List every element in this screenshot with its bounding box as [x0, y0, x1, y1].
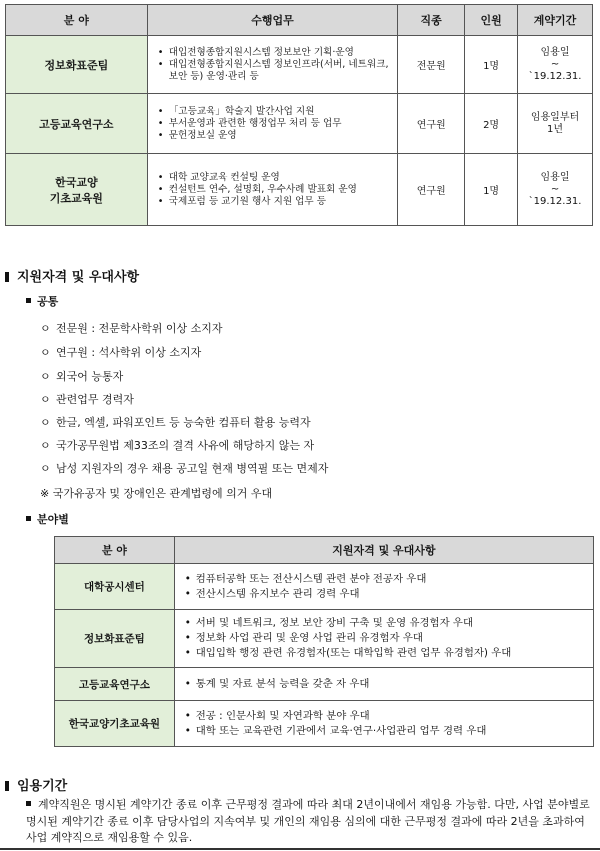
- field-cell: 한국교양기초교육원: [55, 701, 175, 747]
- list-item: • 대입입학 행정 관련 유경험자(또는 대학입학 관련 업무 유경험자) 우대: [185, 646, 587, 661]
- list-item: ㅇ 연구원 : 석사학위 이상 소지자: [40, 346, 202, 359]
- field-line: 한국교양: [55, 175, 98, 189]
- positions-table: [5, 4, 593, 226]
- period-line: 1년: [547, 123, 564, 135]
- header-period: 계약기간: [518, 5, 593, 36]
- table-row: [6, 36, 593, 94]
- list-item: • 대학 또는 교육관련 기관에서 교육·연구·사업관리 업무 경력 우대: [185, 724, 587, 739]
- list-item: ㅇ 남성 지원자의 경우 채용 공고일 현재 병역필 또는 면제자: [40, 462, 329, 475]
- qualifications-cell: [174, 610, 593, 668]
- field-cell: 대학공시센터: [55, 564, 175, 610]
- header-field: 분 야: [55, 537, 175, 564]
- square-bullet-icon: [26, 801, 31, 806]
- period-cell: [518, 154, 593, 226]
- note-veterans: ※ 국가유공자 및 장애인은 관계법령에 의거 우대: [40, 487, 273, 500]
- header-job: 직종: [398, 5, 465, 36]
- list-item: • 대입전형종합지원시스템 정보인프라(서버, 네트워크, 보안 등) 운영·관리 등: [158, 59, 392, 83]
- table-row: [55, 701, 594, 747]
- qualifications-table: [54, 536, 594, 747]
- period-line: 임용일: [540, 171, 570, 183]
- period-cell: [518, 94, 593, 154]
- section-title-employment-period: 임용기간: [5, 775, 67, 794]
- duties-cell: [147, 154, 398, 226]
- list-item: • 「고등교육」학술지 발간사업 지원: [158, 106, 392, 118]
- period-line: `19.12.31.: [528, 195, 582, 207]
- section-square-icon: [5, 781, 9, 791]
- duties-cell: [147, 94, 398, 154]
- count-cell: 2명: [465, 94, 518, 154]
- job-cell: 전문원: [398, 36, 465, 94]
- header-qualifications: 지원자격 및 우대사항: [174, 537, 593, 564]
- table-row: [6, 94, 593, 154]
- job-cell: 연구원: [398, 94, 465, 154]
- section-square-icon: [5, 272, 9, 282]
- qualifications-header-row: [55, 537, 594, 564]
- table-row: [55, 564, 594, 610]
- field-line: 기초교육원: [49, 191, 103, 205]
- count-cell: 1명: [465, 154, 518, 226]
- table-row: [6, 154, 593, 226]
- section-title-qualifications: 지원자격 및 우대사항: [5, 266, 139, 285]
- list-item: • 컴퓨터공학 또는 전산시스템 관련 분야 전공자 우대: [185, 572, 587, 587]
- list-item: • 서버 및 네트워크, 정보 보안 장비 구축 및 운영 유경험자 우대: [185, 616, 587, 631]
- list-item: • 문헌정보실 운영: [158, 130, 392, 142]
- employment-period-paragraph: 계약직원은 명시된 계약기간 종료 이후 근무평정 결과에 따라 최대 2년이내에서 재임용 가능함. 다만, 사업 분야별로 명시된 계약기간 종료 이후 담당사업의 지속여부 및 개인의 재임용 심의에 대한 근무평정 결과에 따라 2년을 초과하여 사업 계약직으로 재임용할 수 있음.: [26, 798, 590, 844]
- list-item: • 부서운영과 관련한 행정업무 처리 등 업무: [158, 118, 392, 130]
- period-line: `19.12.31.: [528, 70, 582, 82]
- list-item: ㅇ 한글, 엑셀, 파워포인트 등 능숙한 컴퓨터 활용 능력자: [40, 416, 311, 429]
- field-cell: 고등교육연구소: [6, 94, 148, 154]
- list-item: ㅇ 관련업무 경력자: [40, 393, 134, 406]
- list-item: ㅇ 전문원 : 전문학사학위 이상 소지자: [40, 322, 223, 335]
- positions-header-row: [6, 5, 593, 36]
- period-line: 임용일: [540, 46, 570, 58]
- header-duties: 수행업무: [147, 5, 398, 36]
- square-bullet-icon: [26, 298, 31, 303]
- list-item: • 컨설턴트 연수, 설명회, 우수사례 발표회 운영: [158, 184, 392, 196]
- period-line: ~: [550, 183, 560, 195]
- count-cell: 1명: [465, 36, 518, 94]
- field-cell: 정보화표준팀: [55, 610, 175, 668]
- subsection-title-by-field: 분야별: [26, 511, 69, 527]
- list-item: • 통계 및 자료 분석 능력을 갖춘 자 우대: [185, 677, 587, 692]
- period-line: ~: [550, 58, 560, 70]
- qualifications-cell: [174, 701, 593, 747]
- subsection-title-common: 공통: [26, 293, 58, 309]
- list-item: ㅇ 외국어 능통자: [40, 370, 124, 383]
- field-cell: [6, 154, 148, 226]
- table-row: [55, 610, 594, 668]
- job-cell: 연구원: [398, 154, 465, 226]
- period-cell: [518, 36, 593, 94]
- table-row: [55, 668, 594, 701]
- list-item: ㅇ 국가공무원법 제33조의 결격 사유에 해당하지 않는 자: [40, 439, 315, 452]
- period-line: 임용일부터: [530, 111, 580, 123]
- header-count: 인원: [465, 5, 518, 36]
- qualifications-cell: [174, 668, 593, 701]
- list-item: • 대입전형종합지원시스템 정보보안 기획·운영: [158, 47, 392, 59]
- qualifications-cell: [174, 564, 593, 610]
- list-item: • 전산시스템 유지보수 관리 경력 우대: [185, 587, 587, 602]
- list-item: • 정보화 사업 관리 및 운영 사업 관리 유경험자 우대: [185, 631, 587, 646]
- field-cell: 고등교육연구소: [55, 668, 175, 701]
- list-item: • 대학 교양교육 컨설팅 운영: [158, 172, 392, 184]
- bottom-divider: [0, 848, 600, 850]
- header-field: 분 야: [6, 5, 148, 36]
- duties-cell: [147, 36, 398, 94]
- field-cell: 정보화표준팀: [6, 36, 148, 94]
- list-item: • 국제포럼 등 교기원 행사 지원 업무 등: [158, 196, 392, 208]
- list-item: • 전공 : 인문사회 및 자연과학 분야 우대: [185, 709, 587, 724]
- square-bullet-icon: [26, 516, 31, 521]
